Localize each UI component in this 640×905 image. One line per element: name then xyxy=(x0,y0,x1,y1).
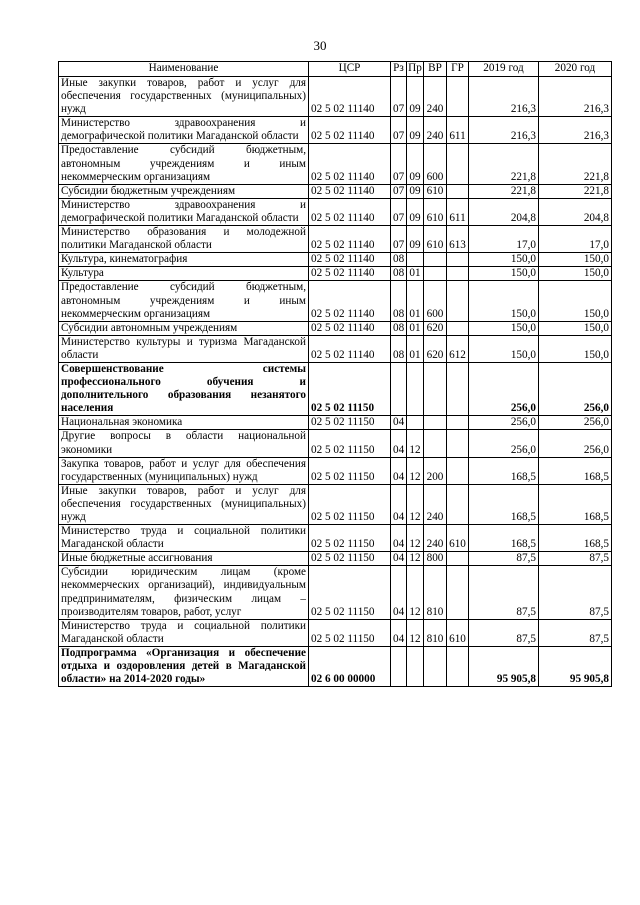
cell-vr: 600 xyxy=(424,144,447,184)
cell-name: Субсидии бюджетным учреждениям xyxy=(59,184,309,198)
header-csr: ЦСР xyxy=(309,62,391,77)
cell-2019: 221,8 xyxy=(469,144,539,184)
cell-pr xyxy=(407,253,424,267)
table-row xyxy=(59,267,612,281)
cell-pr: 12 xyxy=(407,566,424,619)
table-row xyxy=(59,619,612,646)
cell-name: Подпрограмма «Организация и обеспечение отдыха и оздоровления детей в Магаданской области» на 2014-2020 годы» xyxy=(59,646,309,686)
cell-gr xyxy=(447,457,469,484)
cell-gr: 613 xyxy=(447,226,469,253)
cell-2019: 216,3 xyxy=(469,77,539,117)
cell-rz: 04 xyxy=(391,566,407,619)
cell-2020: 87,5 xyxy=(539,552,612,566)
cell-2020: 87,5 xyxy=(539,566,612,619)
cell-name: Иные бюджетные ассигнования xyxy=(59,552,309,566)
cell-csr: 02 5 02 11140 xyxy=(309,226,391,253)
cell-vr: 620 xyxy=(424,321,447,335)
cell-2020: 150,0 xyxy=(539,253,612,267)
cell-name: Закупка товаров, работ и услуг для обеспечения государственных (муниципальных) нужд xyxy=(59,457,309,484)
cell-rz: 07 xyxy=(391,144,407,184)
header-2019: 2019 год xyxy=(469,62,539,77)
cell-csr: 02 5 02 11150 xyxy=(309,484,391,524)
cell-2019: 87,5 xyxy=(469,552,539,566)
table-row xyxy=(59,144,612,184)
cell-gr xyxy=(447,253,469,267)
cell-2020: 150,0 xyxy=(539,321,612,335)
cell-vr: 240 xyxy=(424,117,447,144)
budget-table xyxy=(58,61,612,687)
cell-2020: 216,3 xyxy=(539,77,612,117)
cell-gr xyxy=(447,321,469,335)
header-vr: ВР xyxy=(424,62,447,77)
cell-csr: 02 5 02 11150 xyxy=(309,430,391,457)
cell-vr: 800 xyxy=(424,552,447,566)
cell-2019: 150,0 xyxy=(469,281,539,321)
cell-vr: 240 xyxy=(424,484,447,524)
cell-name: Предоставление субсидий бюджетным, автономным учреждениям и иным некоммерческим организациям xyxy=(59,144,309,184)
cell-pr: 09 xyxy=(407,117,424,144)
cell-2019: 95 905,8 xyxy=(469,646,539,686)
cell-pr: 01 xyxy=(407,281,424,321)
cell-vr: 240 xyxy=(424,525,447,552)
cell-2019: 150,0 xyxy=(469,267,539,281)
table-row xyxy=(59,457,612,484)
cell-pr: 01 xyxy=(407,321,424,335)
cell-pr: 09 xyxy=(407,184,424,198)
cell-gr: 610 xyxy=(447,619,469,646)
cell-csr: 02 5 02 11150 xyxy=(309,362,391,415)
cell-pr xyxy=(407,646,424,686)
table-row xyxy=(59,362,612,415)
cell-rz xyxy=(391,362,407,415)
cell-pr: 09 xyxy=(407,226,424,253)
cell-vr: 610 xyxy=(424,184,447,198)
cell-name: Другие вопросы в области национальной экономики xyxy=(59,430,309,457)
cell-name: Субсидии юридическим лицам (кроме некоммерческих организаций), индивидуальным предпринимателям, физическим лицам – производителям товаров, работ, услуг xyxy=(59,566,309,619)
table-row xyxy=(59,525,612,552)
cell-rz: 04 xyxy=(391,619,407,646)
cell-2019: 221,8 xyxy=(469,184,539,198)
cell-csr: 02 5 02 11150 xyxy=(309,525,391,552)
cell-vr xyxy=(424,430,447,457)
cell-2020: 221,8 xyxy=(539,184,612,198)
cell-csr: 02 5 02 11140 xyxy=(309,144,391,184)
cell-gr xyxy=(447,267,469,281)
cell-gr xyxy=(447,430,469,457)
cell-rz: 04 xyxy=(391,484,407,524)
cell-gr xyxy=(447,416,469,430)
table-row xyxy=(59,117,612,144)
cell-gr xyxy=(447,144,469,184)
table-row xyxy=(59,253,612,267)
cell-csr: 02 5 02 11140 xyxy=(309,253,391,267)
cell-gr xyxy=(447,281,469,321)
cell-2020: 204,8 xyxy=(539,198,612,225)
cell-name: Министерство здравоохранения и демографической политики Магаданской области xyxy=(59,198,309,225)
cell-gr: 611 xyxy=(447,117,469,144)
header-name: Наименование xyxy=(59,62,309,77)
cell-rz: 04 xyxy=(391,430,407,457)
cell-2019: 204,8 xyxy=(469,198,539,225)
cell-gr xyxy=(447,362,469,415)
cell-rz: 07 xyxy=(391,117,407,144)
cell-csr: 02 5 02 11150 xyxy=(309,552,391,566)
cell-rz xyxy=(391,646,407,686)
cell-pr: 01 xyxy=(407,267,424,281)
cell-vr xyxy=(424,646,447,686)
cell-gr xyxy=(447,77,469,117)
cell-rz: 04 xyxy=(391,525,407,552)
cell-csr: 02 5 02 11140 xyxy=(309,321,391,335)
cell-rz: 07 xyxy=(391,184,407,198)
table-row xyxy=(59,226,612,253)
cell-rz: 04 xyxy=(391,416,407,430)
cell-2019: 168,5 xyxy=(469,457,539,484)
cell-rz: 04 xyxy=(391,552,407,566)
cell-rz: 08 xyxy=(391,253,407,267)
cell-vr: 610 xyxy=(424,226,447,253)
cell-2020: 150,0 xyxy=(539,267,612,281)
cell-csr: 02 5 02 11140 xyxy=(309,335,391,362)
cell-pr: 09 xyxy=(407,77,424,117)
cell-2019: 150,0 xyxy=(469,335,539,362)
cell-2019: 256,0 xyxy=(469,362,539,415)
cell-name: Министерство здравоохранения и демографической политики Магаданской области xyxy=(59,117,309,144)
cell-gr: 611 xyxy=(447,198,469,225)
cell-gr xyxy=(447,484,469,524)
cell-name: Культура xyxy=(59,267,309,281)
cell-vr xyxy=(424,416,447,430)
header-pr: Пр xyxy=(407,62,424,77)
cell-2019: 150,0 xyxy=(469,321,539,335)
table-row xyxy=(59,646,612,686)
cell-vr: 810 xyxy=(424,619,447,646)
cell-vr xyxy=(424,362,447,415)
header-2020: 2020 год xyxy=(539,62,612,77)
cell-name: Министерство культуры и туризма Магаданской области xyxy=(59,335,309,362)
cell-pr: 12 xyxy=(407,430,424,457)
cell-csr: 02 5 02 11140 xyxy=(309,117,391,144)
table-row xyxy=(59,184,612,198)
cell-gr: 612 xyxy=(447,335,469,362)
cell-2020: 168,5 xyxy=(539,457,612,484)
table-row xyxy=(59,484,612,524)
cell-name: Совершенствование системы профессионального обучения и дополнительного образования незанятого населения xyxy=(59,362,309,415)
cell-rz: 04 xyxy=(391,457,407,484)
header-rz: Рз xyxy=(391,62,407,77)
cell-2019: 168,5 xyxy=(469,525,539,552)
cell-2020: 256,0 xyxy=(539,362,612,415)
cell-pr: 12 xyxy=(407,484,424,524)
cell-pr xyxy=(407,416,424,430)
cell-pr: 12 xyxy=(407,525,424,552)
cell-csr: 02 5 02 11140 xyxy=(309,77,391,117)
cell-rz: 07 xyxy=(391,77,407,117)
cell-gr xyxy=(447,646,469,686)
cell-2020: 95 905,8 xyxy=(539,646,612,686)
cell-csr: 02 5 02 11150 xyxy=(309,416,391,430)
cell-pr: 12 xyxy=(407,619,424,646)
cell-vr xyxy=(424,253,447,267)
cell-csr: 02 5 02 11140 xyxy=(309,281,391,321)
cell-2020: 256,0 xyxy=(539,416,612,430)
cell-2019: 87,5 xyxy=(469,566,539,619)
cell-vr: 610 xyxy=(424,198,447,225)
cell-2019: 17,0 xyxy=(469,226,539,253)
table-header-row xyxy=(59,62,612,77)
table-row xyxy=(59,281,612,321)
cell-name: Национальная экономика xyxy=(59,416,309,430)
cell-name: Иные закупки товаров, работ и услуг для обеспечения государственных (муниципальных) нужд xyxy=(59,484,309,524)
cell-gr xyxy=(447,566,469,619)
cell-rz: 08 xyxy=(391,281,407,321)
cell-2020: 168,5 xyxy=(539,525,612,552)
table-row xyxy=(59,430,612,457)
cell-csr: 02 6 00 00000 xyxy=(309,646,391,686)
header-gr: ГР xyxy=(447,62,469,77)
table-row xyxy=(59,552,612,566)
table-row xyxy=(59,566,612,619)
cell-vr: 200 xyxy=(424,457,447,484)
table-row xyxy=(59,335,612,362)
cell-vr: 810 xyxy=(424,566,447,619)
cell-gr xyxy=(447,184,469,198)
cell-2019: 150,0 xyxy=(469,253,539,267)
cell-name: Министерство образования и молодежной политики Магаданской области xyxy=(59,226,309,253)
cell-pr: 01 xyxy=(407,335,424,362)
cell-2020: 216,3 xyxy=(539,117,612,144)
cell-name: Иные закупки товаров, работ и услуг для обеспечения государственных (муниципальных) нужд xyxy=(59,77,309,117)
table-row xyxy=(59,416,612,430)
cell-2019: 87,5 xyxy=(469,619,539,646)
cell-2020: 256,0 xyxy=(539,430,612,457)
cell-csr: 02 5 02 11150 xyxy=(309,566,391,619)
cell-2019: 256,0 xyxy=(469,416,539,430)
table-row xyxy=(59,198,612,225)
cell-2019: 168,5 xyxy=(469,484,539,524)
cell-rz: 08 xyxy=(391,321,407,335)
cell-pr: 12 xyxy=(407,552,424,566)
cell-pr: 09 xyxy=(407,198,424,225)
cell-csr: 02 5 02 11140 xyxy=(309,198,391,225)
cell-name: Министерство труда и социальной политики Магаданской области xyxy=(59,619,309,646)
cell-csr: 02 5 02 11150 xyxy=(309,619,391,646)
table-row xyxy=(59,321,612,335)
cell-vr: 620 xyxy=(424,335,447,362)
table-row xyxy=(59,77,612,117)
cell-2019: 216,3 xyxy=(469,117,539,144)
cell-2020: 150,0 xyxy=(539,281,612,321)
cell-csr: 02 5 02 11140 xyxy=(309,267,391,281)
cell-csr: 02 5 02 11150 xyxy=(309,457,391,484)
cell-csr: 02 5 02 11140 xyxy=(309,184,391,198)
cell-2019: 256,0 xyxy=(469,430,539,457)
cell-name: Предоставление субсидий бюджетным, автономным учреждениям и иным некоммерческим организациям xyxy=(59,281,309,321)
cell-2020: 221,8 xyxy=(539,144,612,184)
cell-rz: 08 xyxy=(391,267,407,281)
cell-gr xyxy=(447,552,469,566)
cell-name: Министерство труда и социальной политики Магаданской области xyxy=(59,525,309,552)
cell-2020: 168,5 xyxy=(539,484,612,524)
cell-2020: 17,0 xyxy=(539,226,612,253)
page-number: 30 xyxy=(313,38,327,53)
cell-name: Субсидии автономным учреждениям xyxy=(59,321,309,335)
cell-rz: 07 xyxy=(391,226,407,253)
cell-vr: 240 xyxy=(424,77,447,117)
cell-rz: 07 xyxy=(391,198,407,225)
cell-vr: 600 xyxy=(424,281,447,321)
cell-pr xyxy=(407,362,424,415)
cell-2020: 87,5 xyxy=(539,619,612,646)
cell-pr: 09 xyxy=(407,144,424,184)
cell-pr: 12 xyxy=(407,457,424,484)
cell-gr: 610 xyxy=(447,525,469,552)
cell-vr xyxy=(424,267,447,281)
cell-rz: 08 xyxy=(391,335,407,362)
cell-name: Культура, кинематография xyxy=(59,253,309,267)
cell-2020: 150,0 xyxy=(539,335,612,362)
